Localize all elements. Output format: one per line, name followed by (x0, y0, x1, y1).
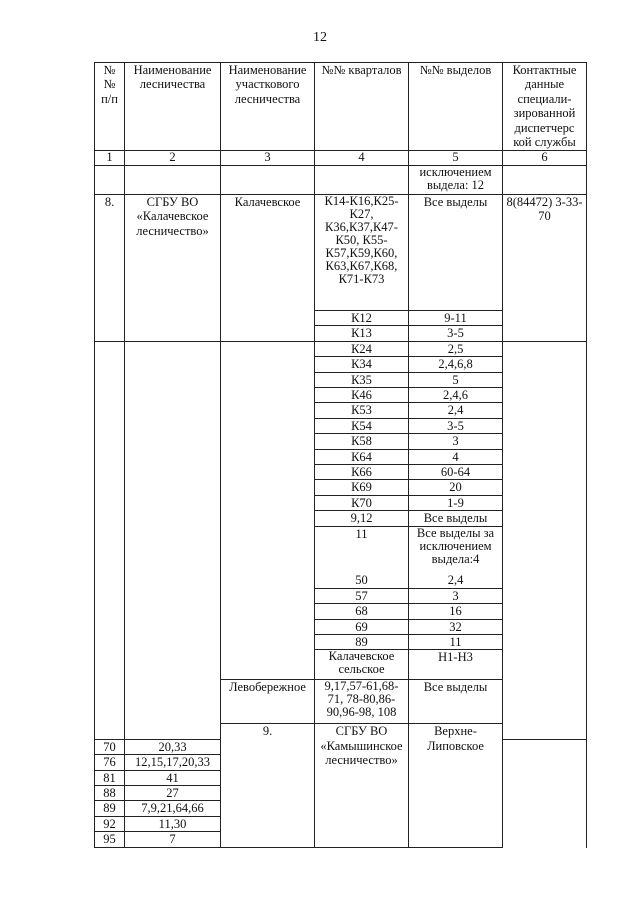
sections-cell: 4 (409, 449, 503, 464)
forestry-name: СГБУ ВО «Калачевское лесничество» (125, 195, 221, 342)
sections-cell: 11,30 (125, 816, 221, 831)
quarters-cell: 76 (95, 755, 125, 770)
entry-number: 8. (95, 195, 125, 342)
sections-cell: 11 (409, 634, 503, 649)
column-number: 1 (95, 151, 125, 166)
sections-cell: Все выделы (409, 680, 503, 724)
sections-cell: 7 (125, 832, 221, 847)
column-number: 4 (315, 151, 409, 166)
continuation-sections: исключением выдела: 12 (409, 166, 503, 195)
quarters-cell: 89 (315, 634, 409, 649)
sections-cell: 3 (409, 434, 503, 449)
subforestry-name: Верхне-Липовское (409, 724, 503, 847)
quarters-cell: К58 (315, 434, 409, 449)
header-quarters: №№ кварталов (315, 63, 409, 151)
header-contacts: Контактные данные специали-зированной диспетчерс кой службы (503, 63, 587, 151)
sections-11: Все выделы за исключением выдела:4 (416, 526, 495, 566)
quarters-cell: К70 (315, 495, 409, 510)
column-number-row (95, 151, 587, 166)
quarters-cell: 81 (95, 770, 125, 785)
quarters-cell: 9,12 (315, 511, 409, 526)
sections-cell: 41 (125, 770, 221, 785)
continuation-row (95, 166, 587, 195)
sections-cell: Все выделы (409, 511, 503, 526)
quarters-cell: 95 (95, 832, 125, 847)
quarters-cell: К14-К16,К25-К27, К36,К37,К47-К50, К55-К57,К59,К60, К63,К67,К68, К71-К73 (315, 195, 409, 311)
table-row (95, 195, 587, 311)
forestry-name (125, 341, 221, 739)
quarters-cell: 9,17,57-61,68-71, 78-80,86-90,96-98, 108 (315, 680, 409, 724)
sections-cell: 2,4,6 (409, 388, 503, 403)
quarters-cell: К46 (315, 388, 409, 403)
sections-cell: 3 (409, 588, 503, 603)
sections-cell: 9-11 (409, 311, 503, 326)
quarters-cell: 92 (95, 816, 125, 831)
quarters-cell: К64 (315, 449, 409, 464)
quarters-cell (315, 526, 409, 588)
column-number: 5 (409, 151, 503, 166)
quarters-cell: 68 (315, 604, 409, 619)
contact-cell (503, 341, 587, 739)
quarters-cell: Н1-Н3 (409, 650, 503, 680)
quarter-50: 50 (355, 573, 368, 588)
quarters-cell: К24 (315, 341, 409, 356)
table-row (95, 341, 587, 356)
header-sections: №№ выделов (409, 63, 503, 151)
sections-cell: 16 (409, 604, 503, 619)
column-number: 3 (221, 151, 315, 166)
entry-number: 9. (221, 724, 315, 847)
sections-cell: 2,4,6,8 (409, 357, 503, 372)
quarter-11: 11 (355, 526, 368, 541)
sections-cell: 2,4 (409, 403, 503, 418)
sections-cell: 27 (125, 785, 221, 800)
contact-cell: 8(84472) 3-33-70 (503, 195, 587, 342)
column-number: 6 (503, 151, 587, 166)
sections-cell: 2,5 (409, 341, 503, 356)
subforestry-name (221, 341, 315, 680)
header-forestry: Наименование лесничества (125, 63, 221, 151)
header-row (95, 63, 587, 151)
quarters-cell: 57 (315, 588, 409, 603)
entry-number (95, 341, 125, 739)
forestry-table (94, 62, 587, 848)
sections-cell: 20 (409, 480, 503, 495)
sections-50: 2,4 (447, 573, 464, 588)
sections-cell: Все выделы (409, 195, 503, 311)
quarters-cell: К35 (315, 372, 409, 387)
column-number: 2 (125, 151, 221, 166)
subforestry-name: Калачевское сельское (315, 650, 409, 680)
quarters-cell: К12 (315, 311, 409, 326)
subforestry-name: Калачевское (221, 195, 315, 342)
forestry-name: СГБУ ВО «Камышинское лесничество» (315, 724, 409, 847)
quarters-cell: 88 (95, 785, 125, 800)
sections-cell: 3-5 (409, 326, 503, 341)
sections-cell: 5 (409, 372, 503, 387)
sections-cell: 3-5 (409, 418, 503, 433)
quarters-cell: 89 (95, 801, 125, 816)
sections-cell: 32 (409, 619, 503, 634)
sections-cell: 20,33 (125, 739, 221, 754)
page-number: 12 (313, 30, 327, 45)
quarters-cell: 69 (315, 619, 409, 634)
quarters-cell: К66 (315, 465, 409, 480)
subforestry-name: Левобережное (221, 680, 315, 724)
quarters-cell: К69 (315, 480, 409, 495)
header-num: №№ п/п (95, 63, 125, 151)
quarters-cell: К53 (315, 403, 409, 418)
header-subforestry: Наименование участкового лесничества (221, 63, 315, 151)
sections-cell: 60-64 (409, 465, 503, 480)
sections-cell: 12,15,17,20,33 (125, 755, 221, 770)
sections-cell: 7,9,21,64,66 (125, 801, 221, 816)
sections-cell (409, 526, 503, 588)
quarters-cell: 70 (95, 739, 125, 754)
quarters-cell: К54 (315, 418, 409, 433)
sections-cell: 1-9 (409, 495, 503, 510)
quarters-cell: К13 (315, 326, 409, 341)
quarters-cell: К34 (315, 357, 409, 372)
